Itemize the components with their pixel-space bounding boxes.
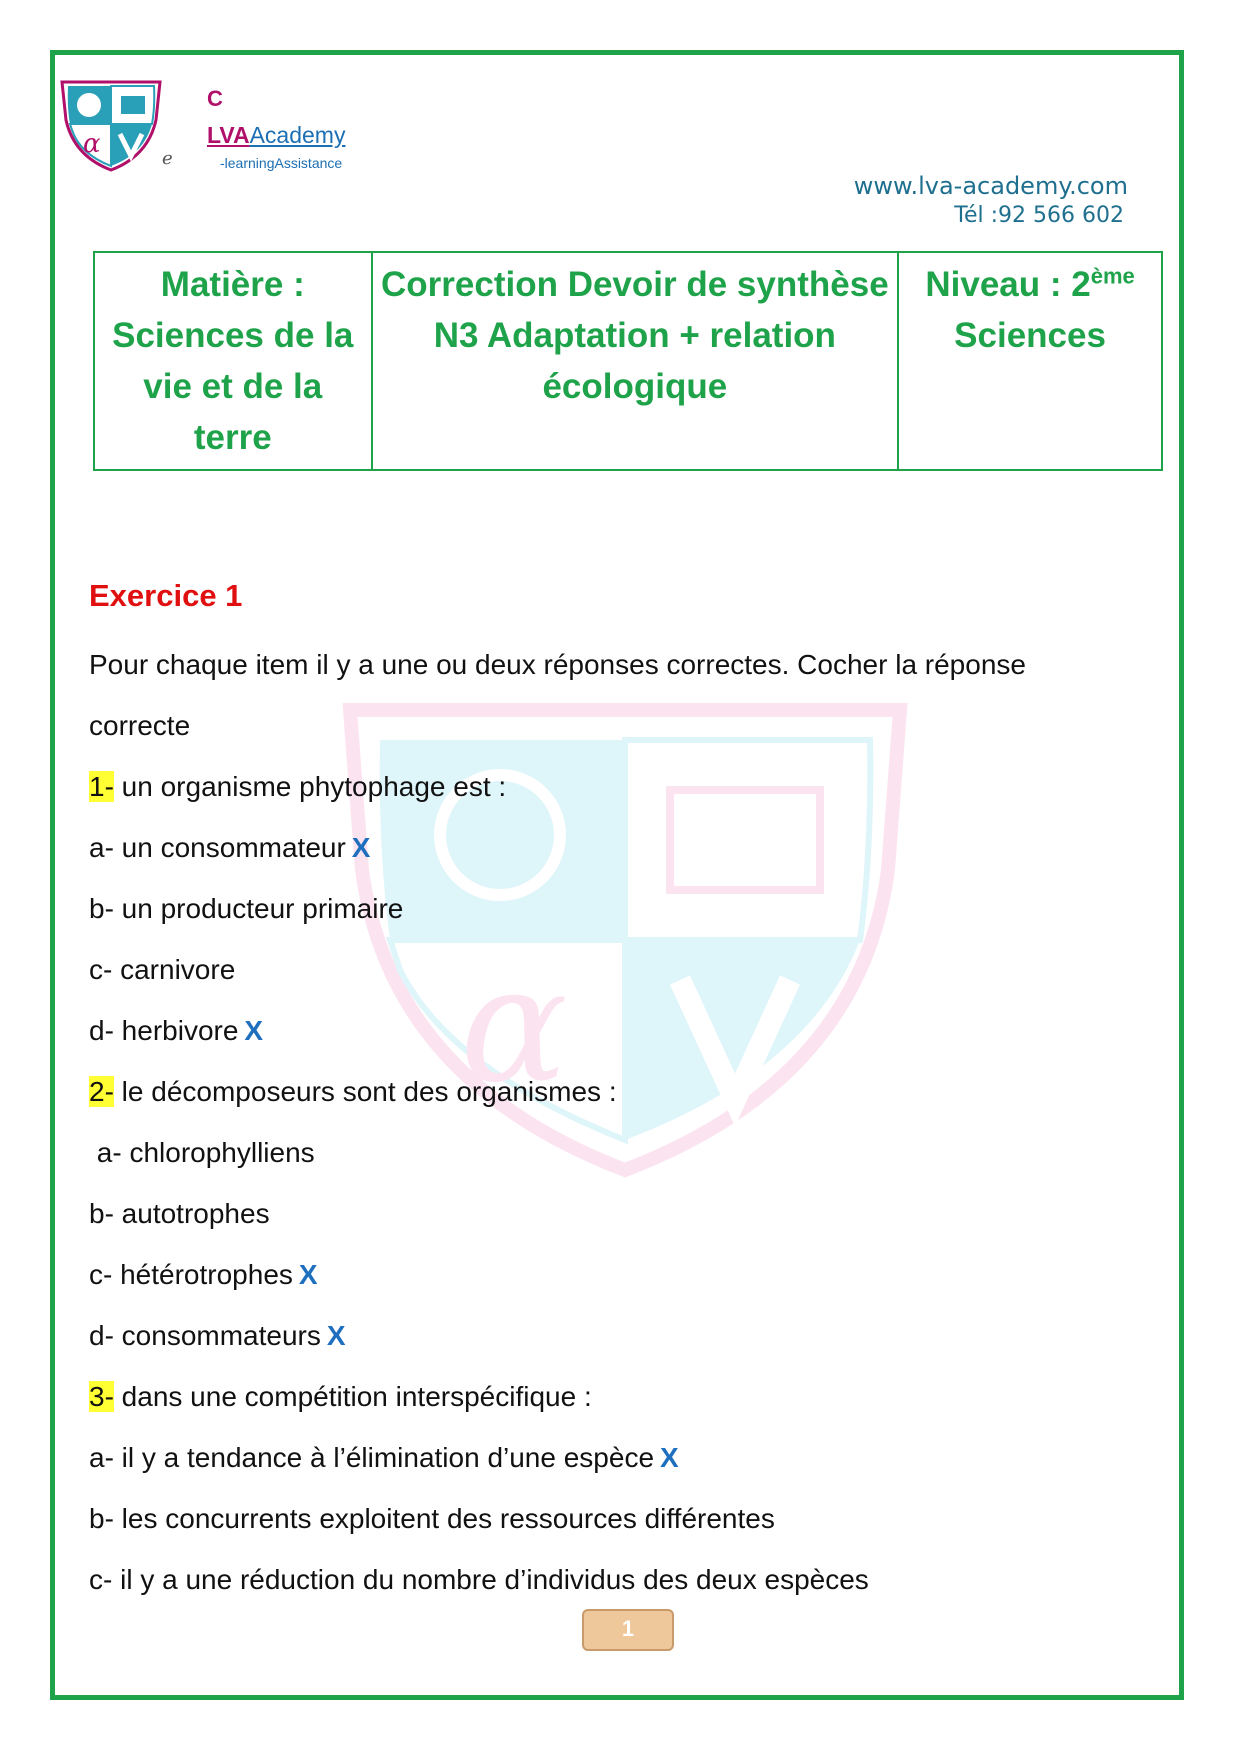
option-text: b- les concurrents exploitent des ressources différentes [89,1503,775,1534]
option-2b [89,1183,1159,1244]
level-suffix: Sciences [954,316,1106,355]
option-text: d- herbivore [89,1015,239,1046]
exercise-section [89,574,1159,1610]
option-text: d- consommateurs [89,1320,321,1351]
question-3 [89,1366,1159,1427]
logo-subtitle: -learningAssistance [220,155,343,171]
instructions-line-2: correcte [89,710,191,741]
option-3b [89,1488,1159,1549]
svg-text:α: α [460,931,569,1118]
option-text: b- autotrophes [89,1198,270,1229]
logo-name [207,122,345,149]
check-mark: X [244,1015,264,1046]
option-1a [89,817,1159,878]
option-1d [89,1000,1159,1061]
info-table [93,251,1163,471]
question-number: 1- [89,771,114,802]
instructions-line-1: Pour chaque item il y a une ou deux réponses correctes. Cocher la réponse [89,649,1026,680]
academy-logo-icon [58,78,164,172]
website-link[interactable]: www.lva-academy.com [853,172,1128,200]
check-mark: X [298,1259,318,1290]
question-text: un organisme phytophage est : [113,771,507,802]
option-text: a- il y a tendance à l’élimination d’une espèce [89,1442,655,1473]
option-1b [89,878,1159,939]
question-number: 2- [89,1076,114,1107]
option-text: c- carnivore [89,954,236,985]
option-3a [89,1427,1159,1488]
subject-cell: Matière : Sciences de la vie et de la terre [94,252,372,470]
option-text: a- chlorophylliens [89,1137,315,1168]
question-2 [89,1061,1159,1122]
check-mark: X [660,1442,679,1473]
logo-lva: LVA [207,122,250,148]
option-3c [89,1549,1159,1610]
phone-number: Tél :92 566 602 [954,203,1124,228]
level-prefix: Niveau : 2 [925,265,1091,304]
svg-text:α: α [83,129,101,159]
option-2d [89,1305,1159,1366]
option-text: b- un producteur primaire [89,893,404,924]
option-text: c- il y a une réduction du nombre d’individus des deux espèces [89,1564,869,1595]
check-mark: X [326,1320,346,1351]
logo-letter-c: C [207,86,223,111]
option-2a [89,1122,1159,1183]
logo-letter-e: e [162,148,173,169]
option-text: c- hétérotrophes [89,1259,293,1290]
page-number-badge: 1 [582,1609,674,1651]
option-text: a- un consommateur [89,832,346,863]
question-text: dans une compétition interspécifique : [113,1381,592,1412]
title-cell: Correction Devoir de synthèse N3 Adaptation + relation écologique [372,252,899,470]
level-cell [898,252,1162,470]
exercise-title: Exercice 1 [89,578,243,613]
option-1c [89,939,1159,1000]
question-number: 3- [89,1381,114,1412]
question-1 [89,756,1159,817]
check-mark: X [351,832,371,863]
question-text: le décomposeurs sont des organismes : [113,1076,617,1107]
level-superscript: ème [1090,263,1135,289]
option-2c [89,1244,1159,1305]
logo-academy: Academy [249,122,346,148]
